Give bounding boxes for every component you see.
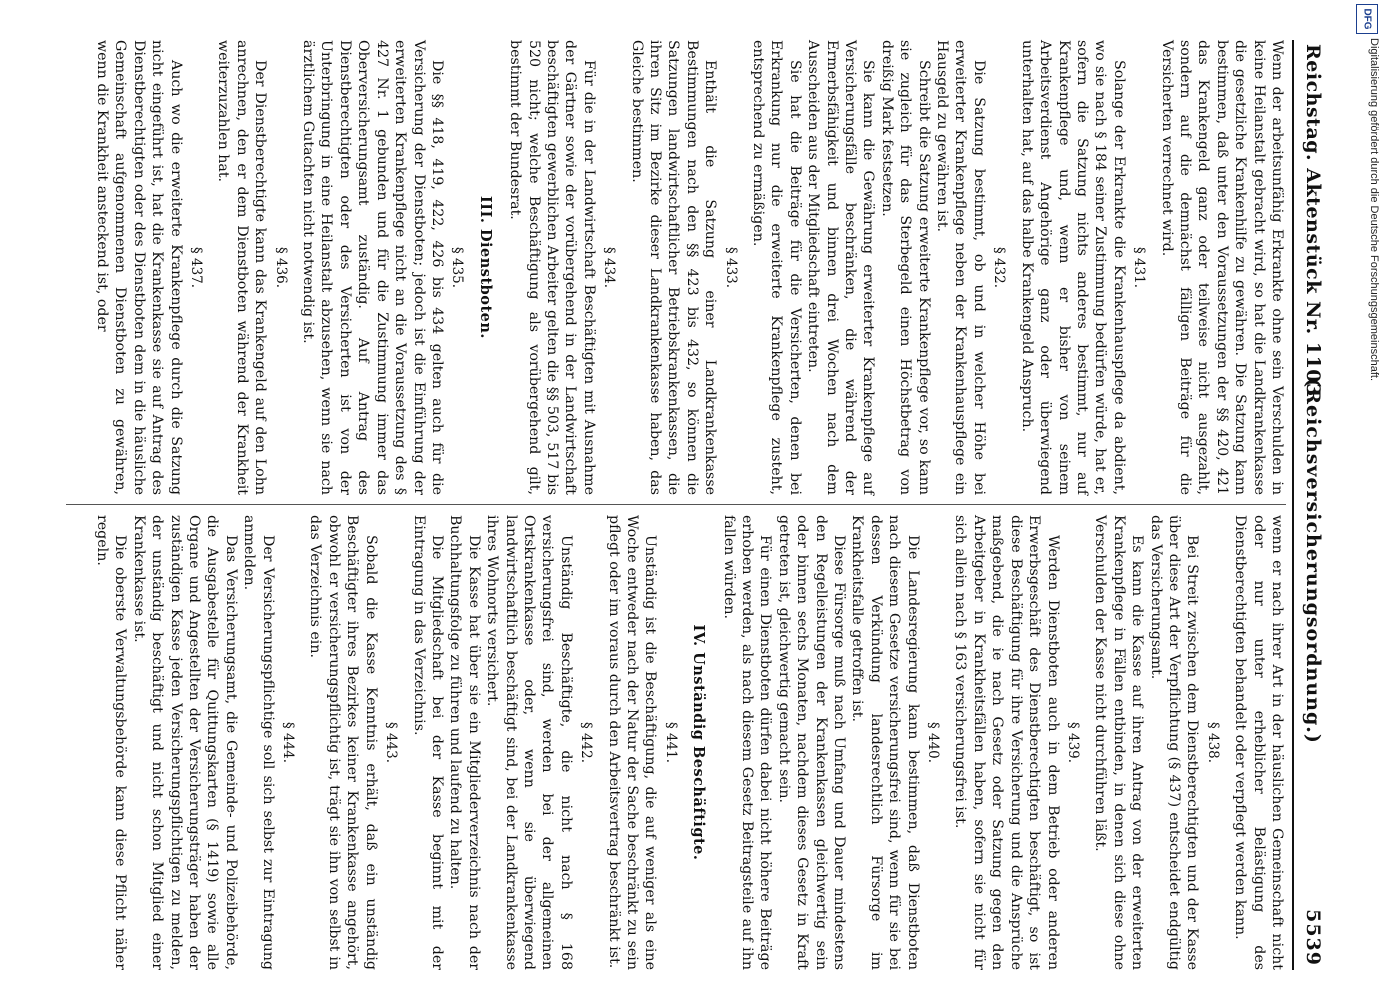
section-number: § 432. <box>991 246 1008 289</box>
dfg-logo <box>1356 4 1378 34</box>
section-number: § 433. <box>722 246 739 289</box>
section-heading: III. Dienstboten. <box>476 196 494 339</box>
paragraph: Bei Streit zwischen dem Dienstberechtigten und der Kasse über diese Art der Verpflichtung (§ 437) entscheidet endgültig das Versicherungsamt. <box>1147 515 1201 970</box>
running-head-left: Reichstag. Aktenstück Nr. 1103. <box>1302 44 1324 404</box>
section-number: § 435. <box>449 246 466 289</box>
section-number: § 444. <box>280 721 297 764</box>
paragraph: Für die in der Landwirtschaft Beschäftigten mit Ausnahme der Gärtner sowie der vorübergehend in der Landwirtschaft beschäftigten gewerblichen Arbeiter gelten die §§ 503, 517 bis 520 nicht; welche Beschäftigung als vorübergehend gilt, bestimmt der Bundesrat. <box>507 40 597 495</box>
paragraph: Unständig ist die Beschäftigung, die auf weniger als eine Woche entweder nach der Natur der Sache beschränkt zu sein pflegt oder im voraus durch den Arbeitsvertrag beschränkt ist. <box>605 515 659 970</box>
column-divider <box>66 504 1286 505</box>
section-number: § 440. <box>925 721 942 764</box>
section-number: § 438. <box>1204 721 1221 764</box>
paragraph: Das Versicherungsamt, die Gemeinde- und Polizeibehörde, die Ausgabestelle für Quittungskarten (§ 1419) sowie alle Organe und Angestellten der Versicherungsträger haben der zuständigen Kasse jeden Versicherungspflichtigen zu melden, der unständig beschäftigt und nicht schon Mitglied einer Krankenkasse ist. <box>130 515 239 970</box>
paragraph: Die oberste Verwaltungsbehörde kann diese Pflicht näher regeln. <box>94 515 129 970</box>
paragraph: Sobald die Kasse Kenntnis erhält, daß ein unständig Beschäftigter ihres Bezirkes keiner Krankenkasse angehört, obwohl er versicherungspflichtig ist, trägt sie ihn von selbst in das Verzeichnis ein. <box>307 515 379 970</box>
paragraph: Der Versicherungspflichtige soll sich selbst zur Eintragung anmelden. <box>241 515 276 970</box>
paragraph: Diese Fürsorge muß nach Umfang und Dauer mindestens den Regelleistungen der Krankenkassen gleichwertig sein oder binnen sechs Monaten, nachdem dieses Gesetz in Kraft getreten ist, gleichwertig gemacht sein. <box>775 515 848 970</box>
paragraph: Enthält die Satzung einer Landkrankenkasse Bestimmungen nach den §§ 423 bis 432, so können die Satzungen landwirtschaftlicher Betriebskrankenkassen, die ihren Sitz im Bezirke dieser Landkrankenkasse haben, das Gleiche bestimmen. <box>628 40 719 495</box>
section-number: § 442. <box>578 721 595 764</box>
text-columns <box>66 40 1286 970</box>
paragraph: Der Dienstberechtigte kann das Krankengeld auf den Lohn anrechnen, den er dem Dienstboten während der Krankheit weiterzuzahlen hat. <box>215 40 269 495</box>
section-number: § 441. <box>662 721 679 764</box>
section-number: § 436. <box>272 246 289 289</box>
paragraph: Sie hat die Beiträge für die Versicherten, denen bei Erkrankung nur die erweiterte Krankenpflege zusteht, entsprechend zu ermäßigen. <box>750 40 803 495</box>
running-head <box>1292 40 1330 970</box>
paragraph: Auch wo die erweiterte Krankenpflege durch die Satzung nicht eingeführt ist, hat die Krankenkasse sie auf Antrag des Dienstberechtigten oder des Dienstboten dem in die häusliche Gemeinschaft aufgenommenen Dienstboten zu gewähren, wenn die Krankheit ansteckend ist, oder <box>94 40 184 495</box>
paragraph: Die Satzung bestimmt, ob und in welcher Höhe bei erweiterter Krankenpflege neben der Krankenhauspflege ein Hausgeld zu gewähren ist. <box>934 40 987 495</box>
section-number: § 439. <box>1064 721 1081 764</box>
paragraph: Solange der Erkrankte die Krankenhauspflege da abdient, wo sie nach § 184 seiner Zustimmung bedürfen würde, hat er, sofern die Satzung nichts anderes bestimmt, nur auf Krankenpflege und, wenn er bisher von seinem Arbeitsverdienst Angehörige ganz oder überwiegend unterhalten hat, auf das halbe Krankengeld Anspruch. <box>1018 40 1127 495</box>
paragraph: Sie kann die Gewährung erweiterter Krankenpflege auf Versicherungsfälle beschränken, die während der Ermerbsfähigkeit und binnen drei Wochen nach dem Ausscheiden aus der Mitgliedschaft eintreten. <box>805 40 877 495</box>
paragraph: Die Mitgliedschaft bei der Kasse beginnt mit der Eintragung in das Verzeichnis. <box>410 515 445 970</box>
paragraph: Die Kasse hat über sie ein Mitgliederverzeichnis nach der Buchhaltungsfolge zu führen und laufend zu halten. <box>447 515 482 970</box>
section-number: § 443. <box>383 721 400 764</box>
paragraph: Die Landesregierung kann bestimmen, daß Dienstboten nach diesem Gesetze versicherungsfrei sind, wenn für sie bei dessen Verkündung landesrechtlich Fürsorge im Krankheitsfalle getroffen ist. <box>849 515 921 970</box>
right-column <box>66 515 1286 970</box>
section-number: § 431. <box>1131 246 1148 289</box>
paragraph: Für einen Dienstboten dürfen dabei nicht höhere Beiträge erhoben werden, als nach diesem Gesetz Beitragsteile auf ihn fallen würden. <box>720 515 774 970</box>
running-head-title: (Reichsversicherungsordnung.) <box>1302 378 1324 744</box>
left-column <box>66 40 1286 495</box>
dfg-logo-text: DFG <box>1361 8 1373 30</box>
paragraph: Die §§ 418, 419, 422, 426 bis 434 gelten auch für die Versicherung der Dienstboten; jedoch ist die Einführung der erweiterten Krankenpflege nicht an die Voraussetzung des § 427 Nr. 1 gebunden und für die Zustimmung immer das Oberversicherungsamt zuständig. Auf Antrag des Dienstberechtigten oder des Versicherten ist von der Unterbringung in eine Heilanstalt abzusehen, wenn sie nach ärztlichem Gutachten nicht notwendig ist. <box>300 40 445 495</box>
running-head-right <box>1302 378 1324 966</box>
paragraph: Wenn der arbeitsunfähig Erkrankte ohne sein Verschulden in keine Heilanstalt gebracht wird, so hat die Landkrankenkasse die gesetzliche Krankenhilfe zu gewähren. Die Satzung kann bestimmen, daß unter den Voraussetzungen der §§ 420, 421 das Krankengeld ganz oder teilweise nicht ausgezahlt, sondern auf die demnächst fälligen Beiträge für die Versicherten verrechnet wird. <box>1158 40 1285 495</box>
paragraph: wenn er nach ihrer Art in der häuslichen Gemeinschaft nicht oder nur unter erheblicher Belästigung des Dienstberechtigten behandelt oder verpflegt werden kann. <box>1232 515 1285 970</box>
digitization-note: Digitalisierung gefördert durch die Deutsche Forschungsgemeinschaft. <box>1368 38 1380 382</box>
paragraph: Werden Dienstboten auch in dem Betrieb oder anderen Erwerbsgeschäft des Dienstberechtigten beschäftigt, so ist diese Beschäftigung für ihre Versicherung und die Ansprüche maßgebend, die ie nach Gesetz oder Satzung gegen den Arbeitgeber in Krankheitsfällen haben, sofern sie nicht für sich allein nach § 163 versicherungsfrei ist. <box>952 515 1061 970</box>
section-number: § 434. <box>601 246 618 289</box>
section-number: § 437. <box>188 246 205 289</box>
paragraph: Es kann die Kasse auf ihren Antrag von der erweiterten Krankenpflege in Fällen entbinden, in denen sich diese ohne Verschulden der Kasse nicht durchführen läßt. <box>1092 515 1146 970</box>
paragraph: Unständig Beschäftigte, die nicht nach § 168 versicherungsfrei sind, werden bei der allgemeinen Ortskrankenkasse oder, wenn sie überwiegend landwirtschaftlich beschäftigt sind, bei der Landkrankenkasse ihres Wohnorts versichert. <box>484 515 574 970</box>
paragraph: Schreibt die Satzung erweiterte Krankenpflege vor, so kann sie zugleich für das Sterbegeld einen Höchstbetrag von dreißig Mark festsetzen. <box>878 40 932 495</box>
section-heading: IV. Unständig Beschäftigte. <box>690 624 708 861</box>
document-page <box>55 40 1330 970</box>
page-number: 5539 <box>1302 909 1324 966</box>
